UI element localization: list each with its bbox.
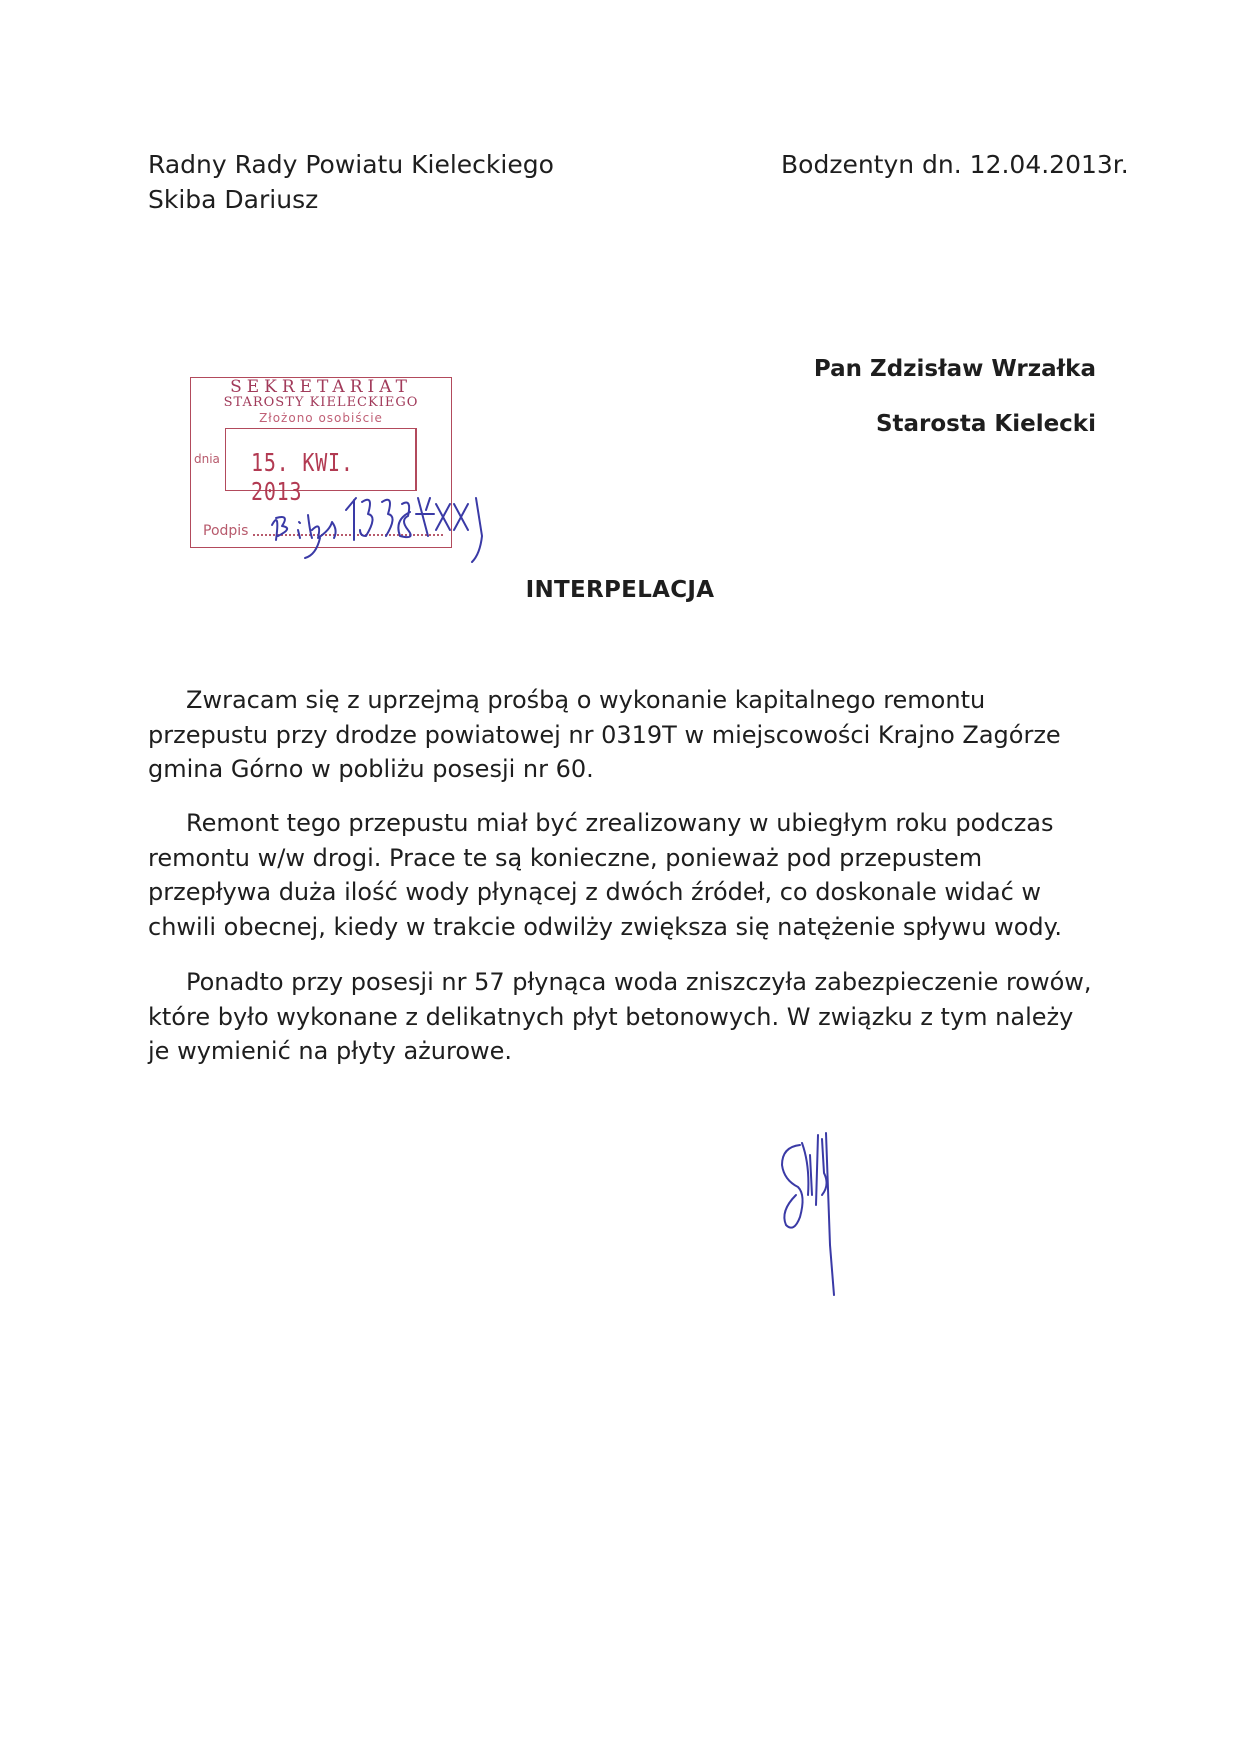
document-title: INTERPELACJA: [525, 577, 715, 603]
stamp-line-submitted: Złożono osobiście: [259, 411, 383, 425]
sender-person: Skiba Dariusz: [148, 185, 319, 214]
recipient-name: Pan Zdzisław Wrzałka: [813, 356, 1096, 382]
paragraph-3-block: [148, 965, 1098, 1085]
paragraph-3: Ponadto przy posesji nr 57 płynąca woda zniszczyła zabezpieczenie rowów, które było wykonane z delikatnych płyt betonowych. W związku z tym należy je wymienić na płyty ażurowe.: [148, 968, 1092, 1065]
letter-date: Bodzentyn dn. 12.04.2013r.: [781, 150, 1129, 179]
stamp-line-office: STAROSTY KIELECKIEGO: [223, 395, 419, 410]
paragraph-1-block: [148, 683, 1098, 803]
paragraph-1: Zwracam się z uprzejmą prośbą o wykonanie kapitalnego remontu przepustu przy drodze powiatowej nr 0319T w miejscowości Krajno Zagórze gmina Górno w pobliżu posesji nr 60.: [148, 686, 1061, 783]
stamp-line-secretariat: SEKRETARIAT: [230, 377, 412, 397]
recipient-title: Starosta Kielecki: [875, 411, 1096, 437]
stamp-date-label: dnia: [194, 452, 220, 466]
stamp-signature-label: Podpis: [203, 523, 249, 539]
sender-name: Radny Rady Powiatu Kieleckiego: [148, 150, 554, 179]
paragraph-2: Remont tego przepustu miał być zrealizowany w ubiegłym roku podczas remontu w/w drogi. Prace te są konieczne, ponieważ pod przepustem przepływa duża ilość wody płynącej z dwóch źródeł, co doskonale widać w chwili obecnej, kiedy w trakcie odwilży zwiększa się natężenie spływu wody.: [148, 809, 1063, 941]
author-signature: [772, 1125, 852, 1305]
paragraph-2-block: [148, 806, 1098, 960]
stamp-handwritten-signature: [250, 470, 520, 565]
stamp-date-value: 15. KWI. 2013: [251, 448, 354, 506]
